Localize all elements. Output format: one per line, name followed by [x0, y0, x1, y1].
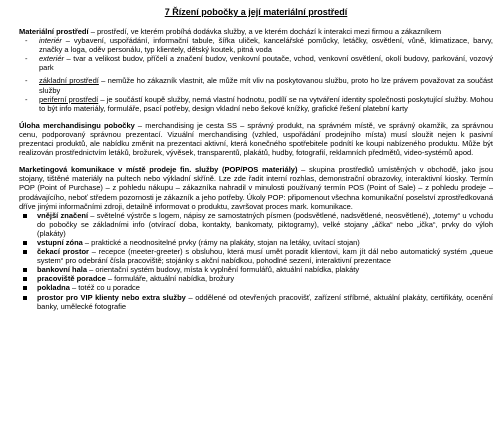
term-text: – nemůže ho zákazník vlastnit, ale může mít vliv na poskytovanou službu, proto ho lze právem považovat za součást služby [39, 76, 493, 95]
item-text: – formuláře, aktuální nabídka, brožury [105, 274, 235, 284]
list-item-text [39, 54, 493, 72]
list-item-cashier [19, 283, 493, 292]
list-item-basic-environment [19, 76, 493, 94]
item-text: – praktické a neodnositelné prvky (rámy na plakáty, stojan na letáky, uvítací stojan) [82, 237, 360, 247]
item-label: vnější značení [37, 210, 89, 220]
term-label: základní prostředí [39, 76, 99, 86]
square-bullet-icon [23, 283, 37, 292]
square-bullet-icon [23, 211, 37, 220]
section-text: – prostředí, ve kterém probíhá dodávka služby, a ve kterém dochází k interakci mezi firmou a zákazníkem [88, 27, 442, 36]
list-item-text [37, 211, 493, 238]
square-bullet-icon [23, 247, 37, 256]
dash-bullet: - [25, 54, 28, 64]
section-material-environment-intro [19, 27, 493, 36]
item-label: čekací prostor [37, 247, 89, 257]
list-item-text [39, 95, 493, 113]
square-bullet-icon [23, 238, 37, 247]
item-label: pracoviště poradce [37, 274, 106, 284]
list-item-text [37, 274, 493, 283]
square-bullet-icon [23, 265, 37, 274]
term-label: exteriér [39, 54, 65, 64]
section-merchandising [19, 121, 493, 157]
item-label: pokladna [37, 283, 70, 293]
list-item-vip-area [19, 293, 493, 311]
square-bullet-icon [23, 274, 37, 283]
dash-bullet: - [25, 76, 28, 86]
item-text: – totéž co u poradce [69, 283, 140, 293]
item-text: – recepce (meeter-greeter) s obsluhou, která musí umět poradit klientovi, kam jít dál nebo automatický systém „queue system“ pro odebrání čísla pracoviště; stojánky s akční nabídkou, pohodlné sezení, interaktivní prezentace [37, 247, 493, 266]
list-item-exterior-signage [19, 211, 493, 238]
list-item-advisor-desk [19, 274, 493, 283]
list-item-banking-hall [19, 265, 493, 274]
section-pop-communication [19, 165, 493, 210]
list-item-entry-zone [19, 238, 493, 247]
list-item-waiting-area [19, 247, 493, 265]
list-item-interior [19, 36, 493, 54]
section-text: – skupina prostředků umístěných v obchodě, jako jsou stojany, tištěné materiály na pultech nebo výkladní skříně. Lze zde řadit interní rozhlas, demonstrační obrazovky, interaktivní kiosky. Termín POP (Point of Purchase) – z pohledu nákupu – zákazníka nahradil v minulosti používaný termín POS (Point of Sale) – z pohledu prodeje – prodávajícího, neboť středem pozornosti je zákazník a jeho potřeby. Úkoly POP: připomenout všechna komunikační poselství zprostředkovaná dříve jinými informačními zdroji, detailně informovat o produktu, završovat proces mark. komunikace. [19, 165, 494, 211]
dash-bullet: - [25, 36, 28, 46]
section-text: – merchandising je cesta SS – správný produkt, na správném místě, ve správný okamžik, za správnou cenu, podporovaný správnou prezentací. Vizuální merchandising (vzhled, uspořádání prodejního místa) musí sloužit nejen k pasivní prezentaci produktů, ale nabídku změnit na prezentaci aktivní, která konečného spotřebitele podnítí ke koupi nabízeného produktu. Může být realizován prostřednictvím letáků, brožurek, vývěsek, transparentů, plakátů, hudby, fotografií, reklamních předmětů, video-systémů apod. [19, 120, 493, 158]
document-title: 7 Řízení pobočky a její materiální prostředí [164, 7, 348, 17]
section-heading: Marketingová komunikace v místě prodeje fin. služby (POP/POS materiály) [19, 165, 298, 175]
list-item-text [37, 247, 493, 265]
list-item-text [39, 36, 493, 54]
term-text: – tvar a velikost budov, příčelí a značení budov, venkovní poutače, vchod, venkovní osvětlení, okolí budovy, parkování, vozový park [39, 54, 493, 73]
item-label: bankovní hala [37, 265, 88, 275]
item-text: – světelné výstrče s logem, nápisy ze samostatných písmen (podsvětlené, nadsvětlené, neosvětlené), „totemy“ u vchodu do pobočky se základními info (otvírací doba, kontakty, bankomaty, piktogramy), velké stojany „áčka“ nebo „ička“, prvky do výloh (plakáty) [37, 210, 494, 238]
term-text: – je součástí koupě služby, nemá vlastní hodnotu, podílí se na vytváření identity společnosti poskytující služby. Mohou to být info materiály, formuláře, psací potřeby, design vkladní nebo šekové knížky, grafické řešení platební karty [39, 94, 493, 113]
term-text: – vybavení, uspořádání, informační tabule, šířka uliček, kancelářské pomůcky, letáčky, osvětlení, vůně, klimatizace, barvy, značky a loga, oděv personálu, typ klientely, dětský koutek, pitná voda [39, 36, 493, 55]
list-item-text [37, 293, 493, 311]
dash-bullet: - [25, 94, 28, 104]
list-item-text [37, 283, 493, 292]
list-item-text [39, 76, 493, 94]
item-label: vstupní zóna [37, 237, 83, 247]
section-heading: Úloha merchandisingu pobočky [19, 120, 135, 130]
square-bullet-icon [23, 293, 37, 302]
list-item-peripheral-environment [19, 95, 493, 113]
term-label: periferní prostředí [39, 94, 99, 104]
list-item-text [37, 265, 493, 274]
item-text: – oddělené od otevřených pracovišť, zařízení stříbrné, aktuální plakáty, certifikáty, ocenění banky, umělecké fotografie [37, 292, 493, 311]
section-heading: Materiální prostředí [19, 27, 89, 36]
item-label: prostor pro VIP klienty nebo extra služby [37, 292, 186, 302]
item-text: – orientační systém budovy, místa k vyplnění formulářů, aktuální nabídka, plakáty [87, 265, 360, 275]
list-item-text [37, 238, 493, 247]
term-label: interiér [39, 36, 62, 46]
list-item-exterior [19, 54, 493, 72]
